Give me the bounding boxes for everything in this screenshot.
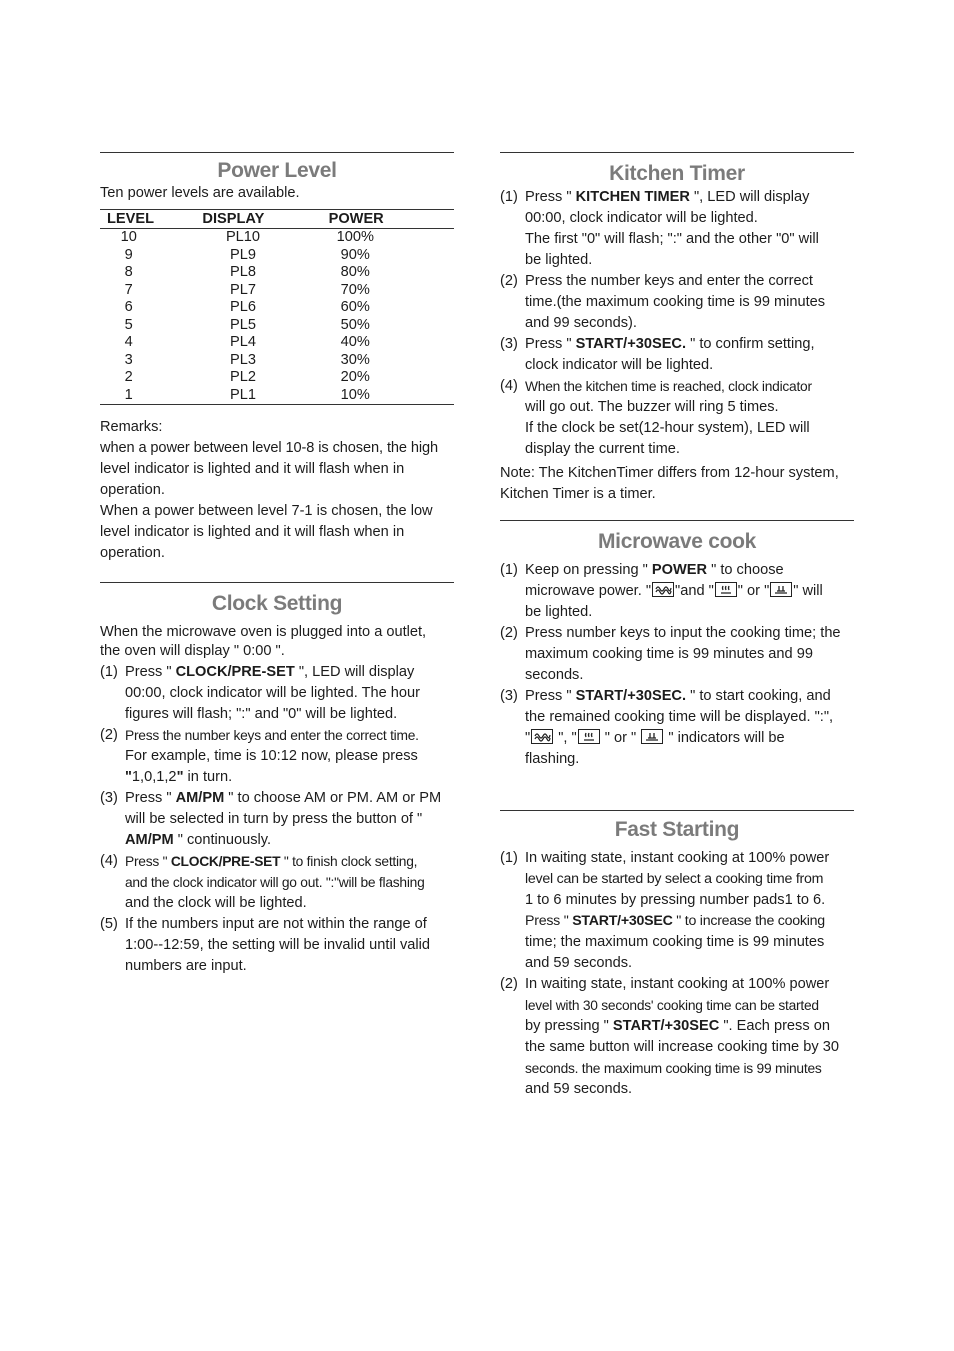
power-cell: 40% bbox=[340, 334, 370, 350]
step-text: " indicators will be bbox=[664, 730, 785, 746]
step-text: figures will flash; ":" and "0" will be lighted. bbox=[125, 706, 398, 722]
key-label: POWER bbox=[651, 562, 708, 578]
key-label: START/+30SEC. bbox=[575, 688, 687, 704]
clock-intro-line: When the microwave oven is plugged into a outlet, bbox=[100, 624, 427, 640]
step-text: " to finish clock setting, bbox=[280, 854, 418, 869]
display-cell: PL8 bbox=[230, 264, 256, 280]
step-text: " to increase the cooking bbox=[672, 913, 825, 929]
display-cell: PL7 bbox=[230, 281, 256, 298]
col-power-header: POWER bbox=[329, 210, 454, 229]
key-label: CLOCK/PRE-SET bbox=[170, 854, 281, 869]
table-row bbox=[100, 387, 454, 405]
key-label: AM/PM bbox=[125, 832, 174, 848]
step-number: (5) bbox=[100, 916, 118, 932]
key-label: AM/PM bbox=[175, 790, 225, 806]
step-text: in turn. bbox=[183, 769, 233, 785]
clock-setting-title: Clock Setting bbox=[211, 592, 343, 615]
level-cell: 9 bbox=[124, 246, 133, 263]
key-label: START/+30SEC. bbox=[575, 336, 687, 352]
step-text: by pressing " bbox=[525, 1018, 613, 1034]
key-label: CLOCK/PRE-SET bbox=[175, 664, 295, 680]
step-number: (1) bbox=[500, 562, 518, 578]
remarks-line: Remarks: bbox=[100, 419, 163, 435]
key-label: START/+30SEC bbox=[612, 1018, 720, 1034]
clock-intro-line: the oven will display " 0:00 ". bbox=[100, 643, 285, 659]
cook-step-2 bbox=[500, 623, 854, 686]
divider bbox=[100, 582, 454, 583]
step-number: (1) bbox=[500, 189, 518, 205]
key-label: START/+30SEC bbox=[572, 913, 673, 929]
level-cell: 2 bbox=[124, 369, 133, 385]
step-number: (2) bbox=[500, 273, 518, 289]
combination-icon bbox=[641, 729, 663, 744]
microwave-cook-steps bbox=[500, 560, 854, 770]
step-text: The first "0" will flash; ":" and the other "0" will bbox=[525, 231, 819, 247]
level-cell: 10 bbox=[120, 229, 137, 245]
step-text: "and " bbox=[675, 583, 714, 599]
power-level-title: Power Level bbox=[217, 159, 337, 182]
step-text: Press the number keys and enter the correct bbox=[525, 273, 813, 289]
step-text: Press number keys to input the cooking time; the bbox=[525, 625, 841, 641]
note-line: Kitchen Timer is a timer. bbox=[500, 486, 656, 502]
remarks-line: level indicator is lighted and it will flash when in bbox=[100, 524, 405, 540]
step-number: (3) bbox=[500, 688, 518, 704]
power-cell: 20% bbox=[340, 369, 370, 385]
fast-step-1 bbox=[500, 848, 854, 974]
step-text: numbers are input. bbox=[125, 958, 247, 974]
divider bbox=[500, 520, 854, 521]
step-text: and the clock indicator will go out. ":"will be flashing bbox=[125, 875, 425, 890]
power-cell: 80% bbox=[340, 264, 370, 280]
step-text: Press " bbox=[125, 854, 171, 869]
step-number: (2) bbox=[100, 727, 118, 743]
quote: " bbox=[176, 769, 184, 785]
divider bbox=[500, 810, 854, 811]
table-row bbox=[100, 369, 454, 387]
step-number: (2) bbox=[500, 976, 518, 992]
table-row bbox=[100, 264, 454, 282]
power-level-table-body bbox=[100, 229, 454, 405]
left-column bbox=[100, 152, 454, 977]
clock-steps bbox=[100, 662, 454, 977]
step-text: and 99 seconds). bbox=[525, 315, 637, 331]
col-level-header: LEVEL bbox=[100, 210, 157, 229]
fast-starting-title: Fast Starting bbox=[614, 818, 740, 841]
step-text: Press " bbox=[525, 913, 573, 929]
clock-intro bbox=[100, 623, 454, 661]
power-cell: 90% bbox=[340, 246, 370, 263]
level-cell: 4 bbox=[124, 334, 133, 350]
timer-note bbox=[500, 463, 854, 505]
step-text: be lighted. bbox=[525, 252, 593, 268]
step-text: " will bbox=[793, 583, 823, 599]
timer-step-4 bbox=[500, 376, 854, 460]
clock-step-2 bbox=[100, 725, 454, 788]
timer-step-2 bbox=[500, 271, 854, 334]
grill-icon bbox=[652, 582, 674, 597]
step-text: ". Each press on bbox=[719, 1018, 830, 1034]
remarks-line: When a power between level 7-1 is chosen, the low bbox=[100, 503, 433, 519]
step-text: " or " bbox=[600, 730, 641, 746]
power-remarks bbox=[100, 417, 454, 564]
step-text: In waiting state, instant cooking at 100% power bbox=[525, 850, 830, 866]
step-text: time; the maximum cooking time is 99 minutes bbox=[525, 934, 825, 950]
table-row bbox=[100, 229, 454, 247]
step-text: will be selected in turn by press the button of " bbox=[125, 811, 423, 827]
step-text: the same button will increase cooking time by 30 bbox=[525, 1039, 839, 1055]
clock-step-4 bbox=[100, 851, 454, 914]
step-text: 1 to 6 minutes by pressing number pads1 to 6. bbox=[525, 892, 826, 908]
step-text: " to choose bbox=[707, 562, 784, 578]
remarks-line: operation. bbox=[100, 545, 165, 561]
kitchen-timer-title: Kitchen Timer bbox=[609, 162, 745, 185]
step-number: (3) bbox=[100, 790, 118, 806]
microwave-cook-title: Microwave cook bbox=[597, 530, 757, 553]
step-text: time.(the maximum cooking time is 99 minutes bbox=[525, 294, 826, 310]
remarks-line: operation. bbox=[100, 482, 165, 498]
power-cell: 30% bbox=[340, 351, 370, 368]
display-cell: PL10 bbox=[225, 229, 261, 245]
step-text: flashing. bbox=[525, 751, 580, 767]
step-text: microwave power. " bbox=[525, 583, 652, 599]
grill-icon bbox=[531, 729, 553, 744]
quote: " bbox=[125, 769, 132, 785]
level-cell: 6 bbox=[124, 299, 133, 315]
table-row bbox=[100, 247, 454, 265]
divider bbox=[500, 152, 854, 153]
display-cell: PL1 bbox=[157, 387, 328, 405]
display-cell: PL9 bbox=[230, 246, 256, 263]
step-text: For example, time is 10:12 now, please press bbox=[125, 748, 418, 764]
step-text: the remained cooking time will be displayed. ":", bbox=[525, 709, 834, 725]
step-text: seconds. the maximum cooking time is 99 minutes bbox=[525, 1061, 822, 1076]
step-text: Press " bbox=[525, 336, 576, 352]
cook-step-3 bbox=[500, 686, 854, 770]
clock-step-1 bbox=[100, 662, 454, 725]
step-text: If the clock be set(12-hour system), LED will bbox=[525, 420, 810, 436]
level-cell: 1 bbox=[100, 387, 157, 405]
step-text: When the kitchen time is reached, clock indicator bbox=[525, 379, 812, 394]
step-number: (1) bbox=[100, 664, 118, 680]
step-text: " continuously. bbox=[173, 832, 272, 848]
fast-step-2 bbox=[500, 974, 854, 1100]
step-text: Press " bbox=[125, 664, 176, 680]
fast-starting-steps bbox=[500, 848, 854, 1100]
power-cell: 10% bbox=[329, 387, 454, 405]
step-text: 1:00--12:59, the setting will be invalid until valid bbox=[125, 937, 431, 953]
col-display-header: DISPLAY bbox=[157, 210, 328, 229]
clock-step-3 bbox=[100, 788, 454, 851]
timer-step-1 bbox=[500, 187, 854, 271]
step-text: clock indicator will be lighted. bbox=[525, 357, 714, 373]
display-cell: PL4 bbox=[230, 334, 256, 350]
step-text: Press the number keys and enter the correct time. bbox=[125, 728, 419, 743]
table-row bbox=[100, 282, 454, 300]
step-text: ", " bbox=[554, 730, 577, 746]
step-text: level can be started by select a cooking time from bbox=[525, 871, 824, 887]
timer-step-3 bbox=[500, 334, 854, 376]
step-text: If the numbers input are not within the range of bbox=[125, 916, 427, 932]
step-text: and 59 seconds. bbox=[525, 955, 633, 971]
step-text: level with 30 seconds' cooking time can be started bbox=[525, 998, 819, 1013]
key-label: KITCHEN TIMER bbox=[575, 189, 690, 205]
power-cell: 60% bbox=[340, 299, 370, 315]
level-cell: 3 bbox=[124, 351, 133, 368]
combination-icon bbox=[770, 582, 792, 597]
step-text: and 59 seconds. bbox=[525, 1081, 633, 1097]
step-number: (3) bbox=[500, 336, 518, 352]
table-row bbox=[100, 317, 454, 335]
kitchen-timer-steps bbox=[500, 187, 854, 460]
microwave-icon bbox=[715, 582, 737, 597]
microwave-icon bbox=[578, 729, 600, 744]
power-cell: 100% bbox=[336, 229, 374, 245]
step-text: maximum cooking time is 99 minutes and 99 bbox=[525, 646, 813, 662]
step-text: will go out. The buzzer will ring 5 times. bbox=[525, 399, 779, 415]
level-cell: 7 bbox=[124, 281, 133, 298]
power-level-table bbox=[100, 209, 454, 405]
step-text: " or " bbox=[737, 583, 770, 599]
step-text: 1,0,1,2 bbox=[131, 769, 177, 785]
clock-step-5 bbox=[100, 914, 454, 977]
step-text: ", LED will display bbox=[294, 664, 415, 680]
divider bbox=[100, 152, 454, 153]
remarks-line: level indicator is lighted and it will flash when in bbox=[100, 461, 405, 477]
level-cell: 8 bbox=[124, 264, 133, 280]
step-text: Press " bbox=[525, 189, 576, 205]
cook-step-1 bbox=[500, 560, 854, 623]
step-number: (2) bbox=[500, 625, 518, 641]
note-line: Note: The KitchenTimer differs from 12-hour system, bbox=[500, 465, 839, 481]
display-cell: PL6 bbox=[230, 299, 256, 315]
step-text: In waiting state, instant cooking at 100% power bbox=[525, 976, 830, 992]
right-column bbox=[500, 152, 854, 1100]
step-text: ", LED will display bbox=[689, 189, 810, 205]
table-row bbox=[100, 334, 454, 352]
step-text: 00:00, clock indicator will be lighted. The hour bbox=[125, 685, 421, 701]
step-text: Press " bbox=[125, 790, 176, 806]
display-cell: PL5 bbox=[230, 316, 256, 333]
step-text: Press " bbox=[525, 688, 576, 704]
table-header-row bbox=[100, 210, 454, 229]
display-cell: PL2 bbox=[230, 369, 256, 385]
level-cell: 5 bbox=[124, 316, 133, 333]
step-text: be lighted. bbox=[525, 604, 593, 620]
step-text: display the current time. bbox=[525, 441, 680, 457]
step-text: 00:00, clock indicator will be lighted. bbox=[525, 210, 758, 226]
power-cell: 70% bbox=[340, 281, 370, 298]
step-text: seconds. bbox=[525, 667, 584, 683]
table-row bbox=[100, 299, 454, 317]
power-level-intro: Ten power levels are available. bbox=[100, 185, 300, 201]
step-text: Keep on pressing " bbox=[525, 562, 652, 578]
step-number: (1) bbox=[500, 850, 518, 866]
step-number: (4) bbox=[100, 853, 118, 869]
power-cell: 50% bbox=[340, 316, 370, 333]
step-text: " bbox=[525, 730, 531, 746]
step-number: (4) bbox=[500, 378, 518, 394]
table-row bbox=[100, 352, 454, 370]
step-text: and the clock will be lighted. bbox=[125, 895, 307, 911]
step-text: " to confirm setting, bbox=[686, 336, 815, 352]
step-text: " to choose AM or PM. AM or PM bbox=[224, 790, 442, 806]
step-text: " to start cooking, and bbox=[686, 688, 831, 704]
display-cell: PL3 bbox=[230, 351, 256, 368]
remarks-line: when a power between level 10-8 is chosen, the high bbox=[100, 440, 439, 456]
